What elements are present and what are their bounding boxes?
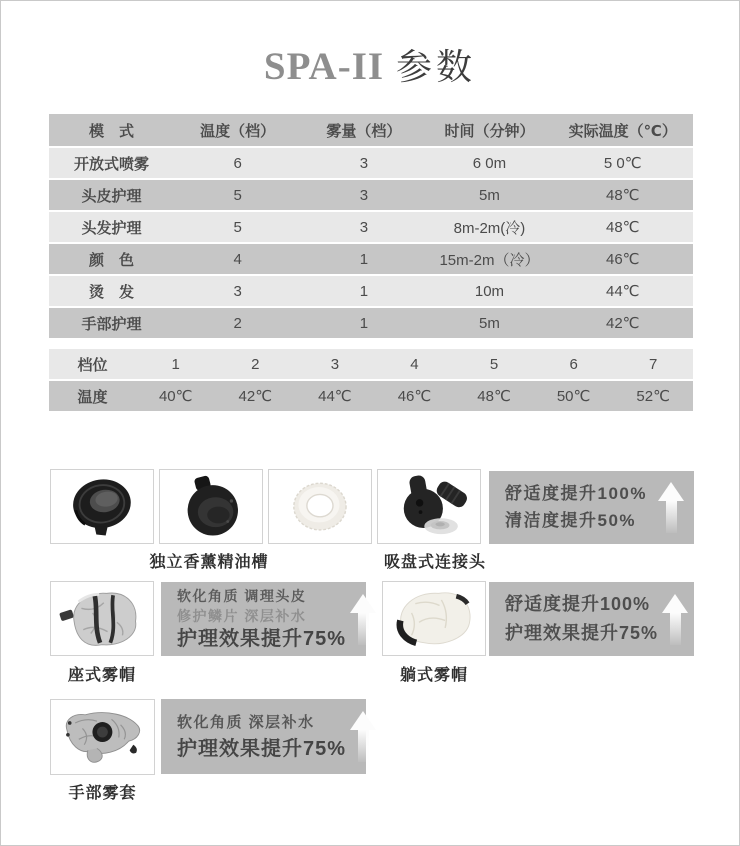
- callout-line: 护理效果提升75%: [177, 628, 347, 651]
- up-arrow-icon: [350, 711, 376, 762]
- table-row: [49, 308, 693, 338]
- up-arrow-icon: [658, 482, 684, 533]
- silver-cap-icon: [54, 585, 150, 652]
- callout-text: [505, 590, 658, 648]
- foam-ring-image: [268, 469, 372, 544]
- gear-value: 7: [649, 355, 658, 373]
- seated-cap-label: 座式雾帽: [67, 667, 136, 684]
- cell-actual-temp: 46℃: [605, 251, 640, 268]
- comfort-clean-callout: [489, 471, 694, 544]
- header-time: 时间（分钟）: [444, 122, 535, 140]
- cell-time: 5m: [479, 186, 500, 204]
- black-funnel-cup-icon: [163, 473, 259, 540]
- hand-mitt-label: 手部雾套: [68, 785, 137, 802]
- cell-mode: 开放式喷雾: [73, 155, 149, 173]
- callout-line: 舒适度提升100%: [505, 594, 651, 615]
- cell-mist-level: 3: [359, 218, 369, 236]
- page-title-model: SPA-II: [263, 45, 385, 88]
- hand-mitt-icon: [54, 703, 151, 771]
- gear-value: 4: [410, 355, 419, 373]
- temp-value: 46℃: [397, 388, 432, 405]
- temp-row: [49, 381, 693, 411]
- suction-connector-icon: [381, 473, 477, 540]
- cell-time: 8m-2m(冷): [453, 219, 526, 237]
- cell-mist-level: 3: [359, 154, 369, 172]
- aroma-ring-image: [50, 469, 154, 544]
- header-actual-temp: 实际温度（℃）: [568, 122, 677, 140]
- cell-temp-level: 5: [233, 186, 242, 204]
- cell-mode: 手部护理: [81, 315, 142, 333]
- gear-value: 5: [489, 355, 499, 373]
- aroma-cup-image: [159, 469, 263, 544]
- callout-line: 清洁度提升50%: [505, 510, 637, 530]
- cell-actual-temp: 48℃: [605, 219, 640, 236]
- cell-mode: 头发护理: [81, 219, 142, 237]
- temp-value: 50℃: [556, 388, 591, 405]
- gear-value: 1: [171, 355, 180, 373]
- cell-temp-level: 5: [233, 218, 242, 236]
- cell-temp-level: 4: [233, 250, 242, 268]
- gear-row: [49, 349, 693, 379]
- white-foam-ring-icon: [272, 473, 368, 540]
- up-arrow-icon: [350, 594, 376, 645]
- header-mist-level: 雾量（档）: [326, 122, 402, 140]
- spec-table: [49, 114, 693, 340]
- gear-row-label: 档位: [77, 356, 108, 374]
- cell-actual-temp: 5 0℃: [603, 155, 642, 172]
- cell-actual-temp: 44℃: [605, 283, 640, 300]
- table-row: [49, 244, 693, 274]
- suction-connector-image: [377, 469, 481, 544]
- hand-mitt-image: [50, 699, 155, 775]
- table-row: [49, 276, 693, 306]
- page-title: [1, 39, 739, 90]
- suction-connector-label: 吸盘式连接头: [383, 554, 486, 571]
- gear-value: 2: [251, 355, 260, 373]
- cell-mode: 烫 发: [88, 283, 134, 301]
- callout-line: 修护鳞片 深层补水: [177, 608, 307, 624]
- white-cap-icon: [386, 585, 482, 652]
- cell-time: 6 0m: [472, 154, 507, 172]
- lying-cap-image: [382, 581, 486, 656]
- temp-row-label: 温度: [77, 388, 108, 406]
- cell-time: 15m-2m（冷）: [439, 251, 540, 269]
- table-row: [49, 212, 693, 242]
- comfort-care-callout: [489, 582, 694, 656]
- temp-value: 44℃: [318, 388, 352, 405]
- cell-mode: 头皮护理: [81, 187, 142, 205]
- table-row: [49, 180, 693, 210]
- callout-text: [177, 586, 346, 653]
- spec-table-header-row: [49, 114, 693, 146]
- cell-mist-level: 1: [359, 282, 369, 300]
- up-arrow-icon: [662, 594, 688, 645]
- gear-table: [49, 349, 693, 413]
- callout-text: [505, 481, 654, 534]
- cell-mist-level: 1: [359, 314, 369, 332]
- scalp-care-callout: [161, 582, 366, 656]
- table-row: [49, 148, 693, 178]
- callout-line: 软化角质 深层补水: [177, 713, 315, 731]
- hand-care-callout: [161, 699, 366, 774]
- callout-text: [177, 711, 346, 763]
- lying-cap-label: 躺式雾帽: [399, 667, 468, 684]
- cell-mist-level: 1: [359, 250, 369, 268]
- cell-actual-temp: 42℃: [605, 315, 640, 332]
- temp-value: 40℃: [158, 388, 193, 405]
- callout-line: 护理效果提升75%: [177, 737, 347, 760]
- callout-line: 软化角质 调理头皮: [177, 587, 307, 604]
- temp-value: 42℃: [238, 388, 273, 405]
- gear-value: 6: [569, 355, 578, 373]
- gear-value: 3: [330, 355, 340, 373]
- seated-cap-image: [50, 581, 154, 656]
- cell-mist-level: 3: [359, 186, 369, 204]
- cell-actual-temp: 48℃: [605, 187, 640, 204]
- cell-mode: 颜 色: [88, 251, 134, 269]
- header-temp-level: 温度（档）: [200, 122, 276, 140]
- aroma-slot-label: 独立香薰精油槽: [149, 554, 269, 571]
- black-ring-adapter-icon: [54, 473, 150, 540]
- callout-line: 舒适度提升100%: [505, 484, 647, 504]
- cell-temp-level: 3: [233, 282, 242, 300]
- cell-temp-level: 6: [233, 154, 242, 172]
- cell-temp-level: 2: [233, 314, 242, 332]
- callout-line: 护理效果提升75%: [505, 623, 659, 643]
- temp-value: 48℃: [477, 388, 511, 405]
- page-title-word: 参数: [396, 46, 477, 87]
- cell-time: 5m: [479, 314, 500, 332]
- header-mode: 模 式: [88, 122, 134, 140]
- temp-value: 52℃: [636, 388, 670, 405]
- cell-time: 10m: [474, 282, 505, 300]
